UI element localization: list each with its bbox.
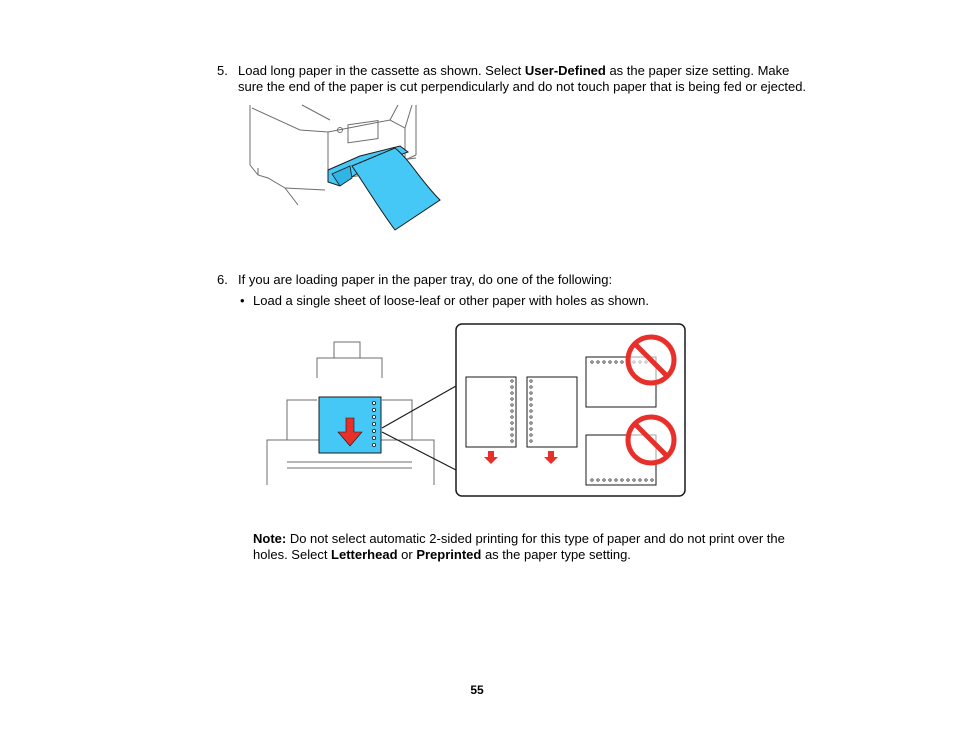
user-defined-setting: User-Defined xyxy=(524,63,606,78)
long-paper-cassette-illustration xyxy=(240,100,450,235)
step-5-number: 5. xyxy=(217,63,228,78)
note-label: Note: xyxy=(253,531,287,546)
note: Note: Do not select automatic 2-sided printing for this type of paper and do not print over the holes. Select Letterhead or Preprinted as the paper type setting. xyxy=(253,531,785,562)
page-number: 55 xyxy=(470,683,484,697)
step-6-number: 6. xyxy=(217,272,228,287)
preprinted-setting: Preprinted xyxy=(416,547,482,562)
bullet-text: Load a single sheet of loose-leaf or other paper with holes as shown. xyxy=(253,293,650,308)
bullet-mark: • xyxy=(240,293,245,308)
letterhead-setting: Letterhead xyxy=(331,547,398,562)
holed-paper-tray-illustration xyxy=(262,320,692,500)
prohibited-sign-bottom xyxy=(628,417,674,463)
prohibited-sign-top xyxy=(628,337,674,383)
step-6-text: If you are loading paper in the paper tray, do one of the following: xyxy=(238,272,613,287)
step-5-text: Load long paper in the cassette as shown. Select User-Defined as the paper size setting. Make sure the end of the paper is cut perpendicularly and do not touch paper that is being fed or ejected. xyxy=(238,63,807,94)
